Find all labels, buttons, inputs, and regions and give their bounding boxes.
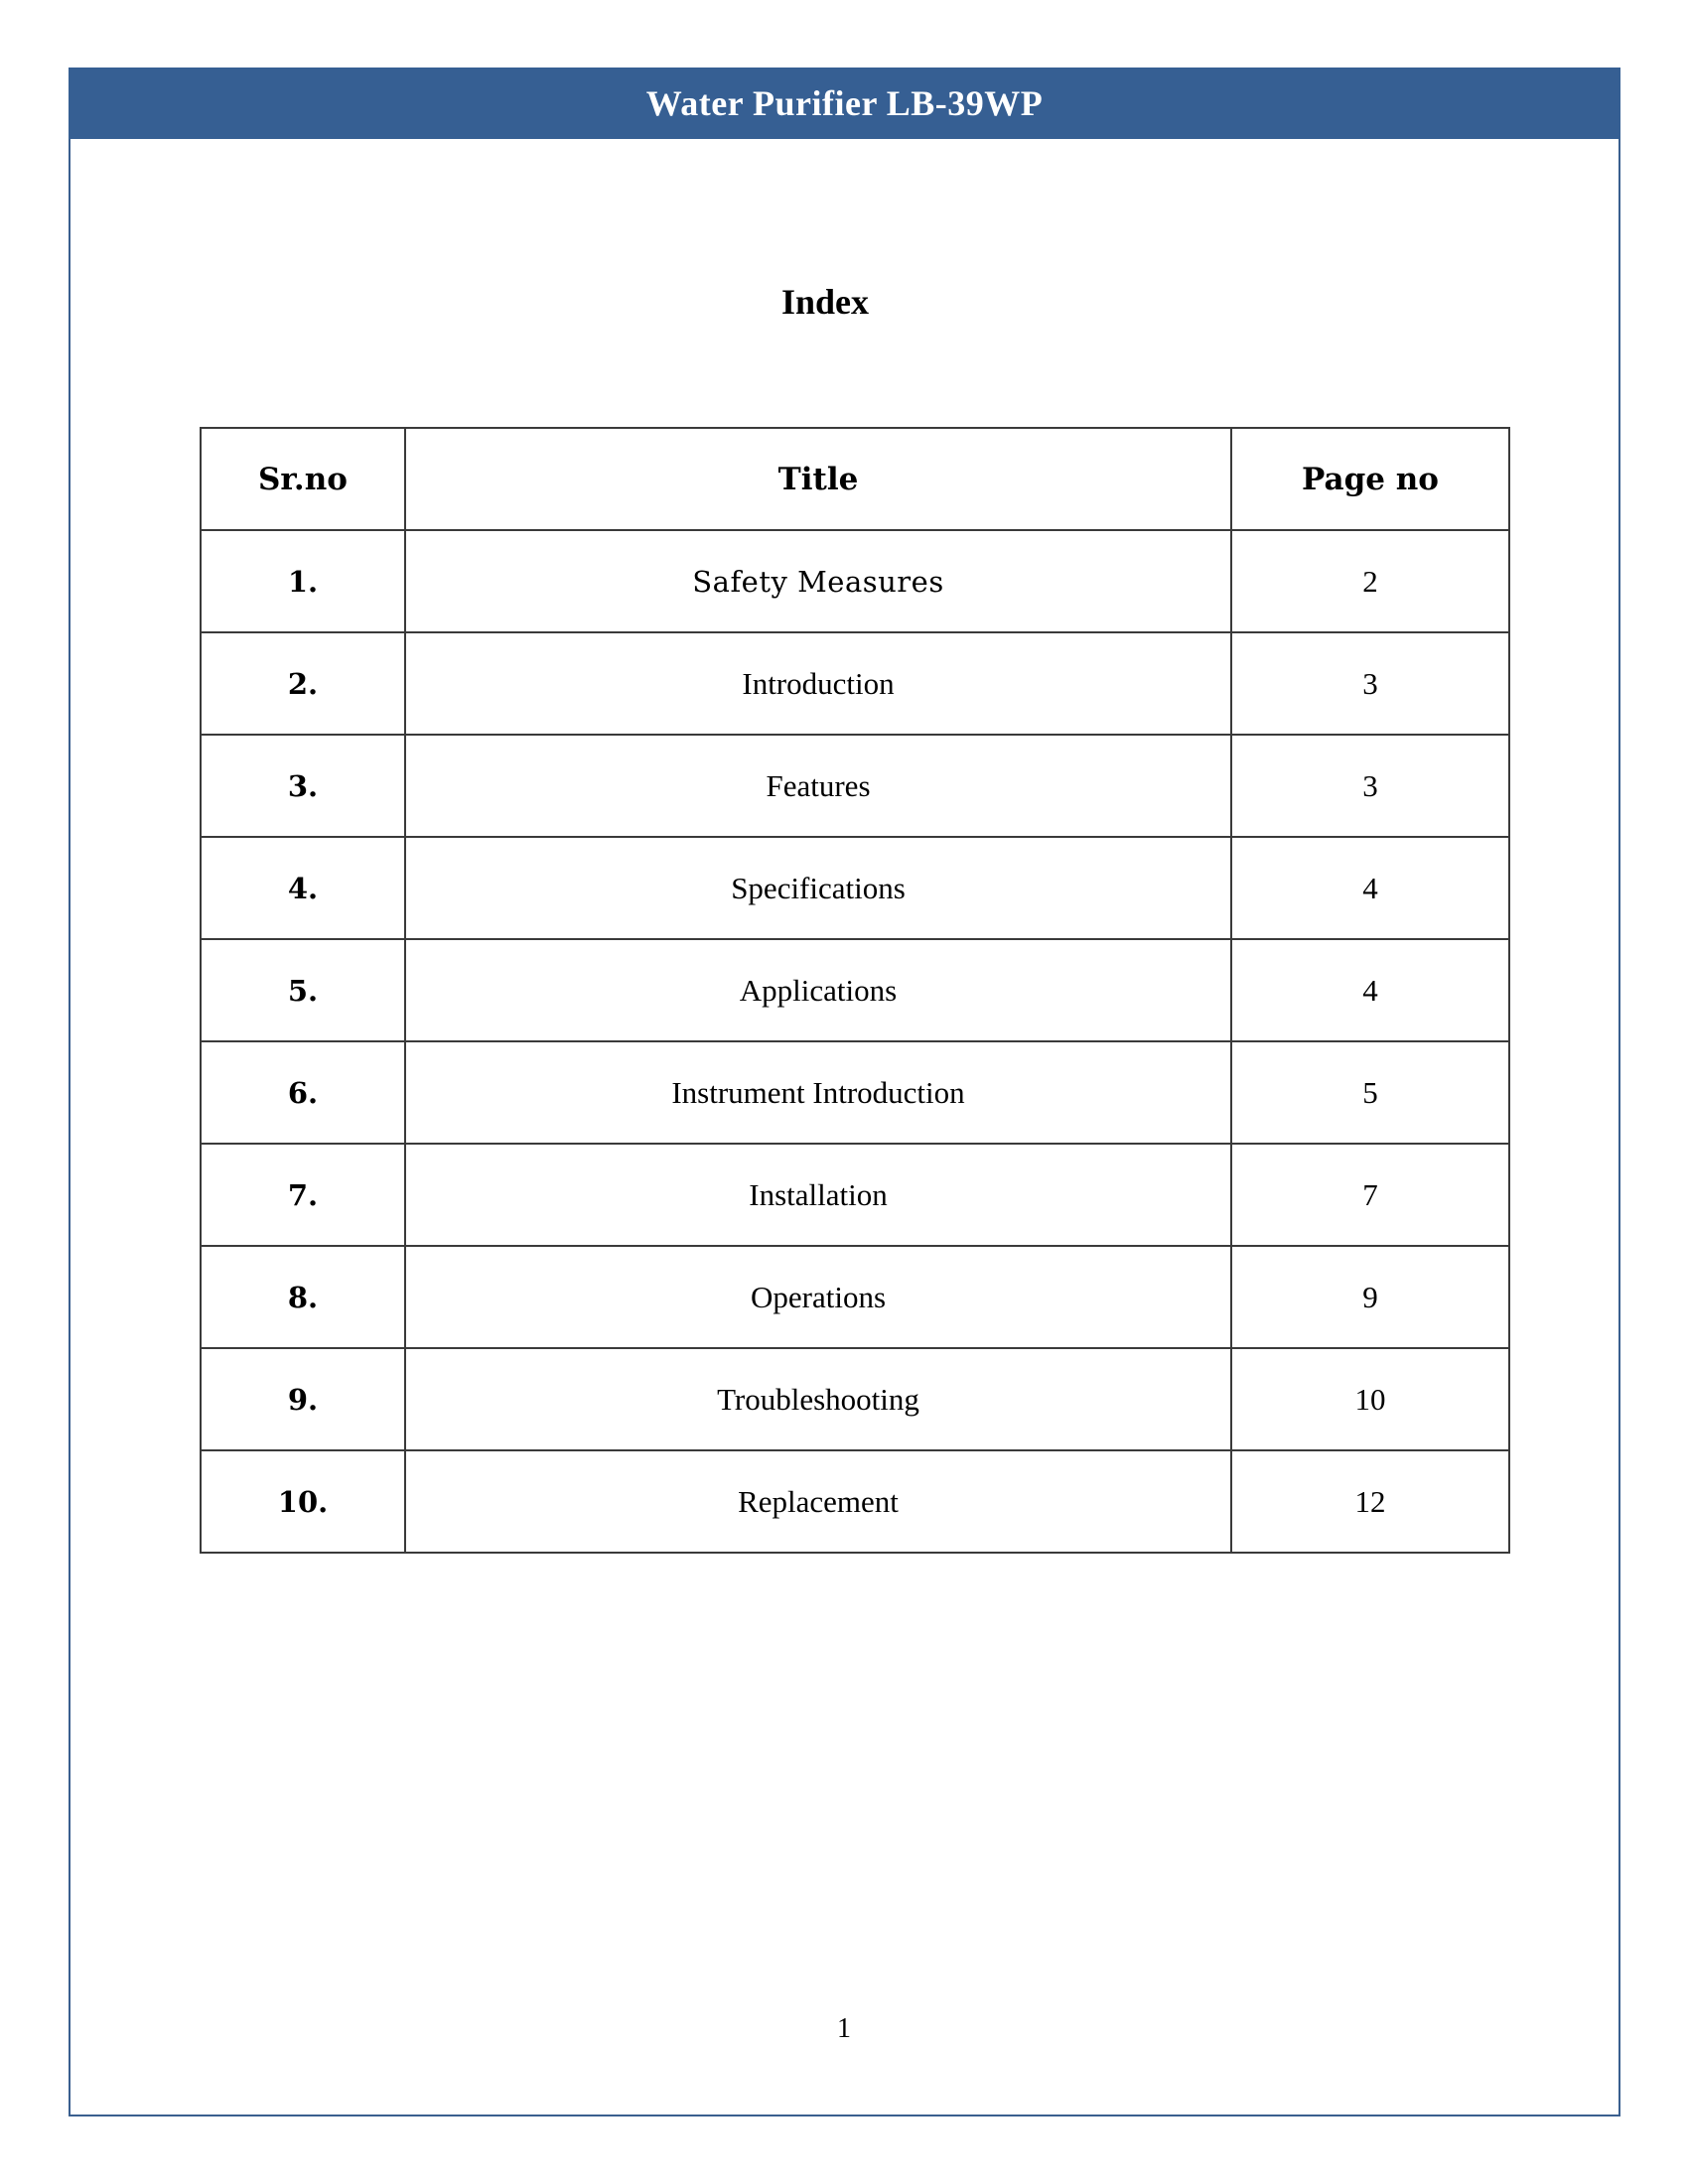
table-row: [201, 632, 1509, 735]
page-no-cell: 10: [1231, 1348, 1509, 1450]
title-cell: Specifications: [405, 837, 1231, 939]
title-cell: Troubleshooting: [405, 1348, 1231, 1450]
table-row: [201, 1246, 1509, 1348]
sr-no-cell: 2.: [201, 632, 405, 735]
page-no-cell: 3: [1231, 632, 1509, 735]
table-row: [201, 1348, 1509, 1450]
title-cell: Applications: [405, 939, 1231, 1041]
sr-no-cell: 4.: [201, 837, 405, 939]
page-no-cell: 12: [1231, 1450, 1509, 1553]
table-row: [201, 837, 1509, 939]
sr-no-cell: 3.: [201, 735, 405, 837]
sr-no-cell: 7.: [201, 1144, 405, 1246]
page-number: 1: [837, 2013, 851, 2044]
title-cell: Replacement: [405, 1450, 1231, 1553]
page-no-cell: 4: [1231, 837, 1509, 939]
table-row: [201, 735, 1509, 837]
sr-no-cell: 5.: [201, 939, 405, 1041]
table-header-row: [201, 428, 1509, 530]
index-heading: Index: [780, 282, 870, 322]
sr-no-cell: 9.: [201, 1348, 405, 1450]
page-no-cell: 3: [1231, 735, 1509, 837]
table-row: [201, 1450, 1509, 1553]
table-row: [201, 1144, 1509, 1246]
column-header-sr-no: Sr.no: [201, 428, 405, 530]
title-cell: Instrument Introduction: [405, 1041, 1231, 1144]
page-no-cell: 9: [1231, 1246, 1509, 1348]
title-cell: Safety Measures: [405, 530, 1231, 632]
table-row: [201, 939, 1509, 1041]
column-header-title: Title: [405, 428, 1231, 530]
title-cell: Introduction: [405, 632, 1231, 735]
page-no-cell: 2: [1231, 530, 1509, 632]
page-no-cell: 7: [1231, 1144, 1509, 1246]
table-row: [201, 530, 1509, 632]
title-cell: Installation: [405, 1144, 1231, 1246]
sr-no-cell: 10.: [201, 1450, 405, 1553]
page-no-cell: 4: [1231, 939, 1509, 1041]
document-title: Water Purifier LB-39WP: [645, 83, 1044, 123]
sr-no-cell: 6.: [201, 1041, 405, 1144]
table-row: [201, 1041, 1509, 1144]
title-cell: Operations: [405, 1246, 1231, 1348]
page-no-cell: 5: [1231, 1041, 1509, 1144]
title-cell: Features: [405, 735, 1231, 837]
sr-no-cell: 8.: [201, 1246, 405, 1348]
document-header: [69, 68, 1620, 139]
column-header-page-no: Page no: [1231, 428, 1509, 530]
sr-no-cell: 1.: [201, 530, 405, 632]
index-table: [200, 427, 1510, 1554]
